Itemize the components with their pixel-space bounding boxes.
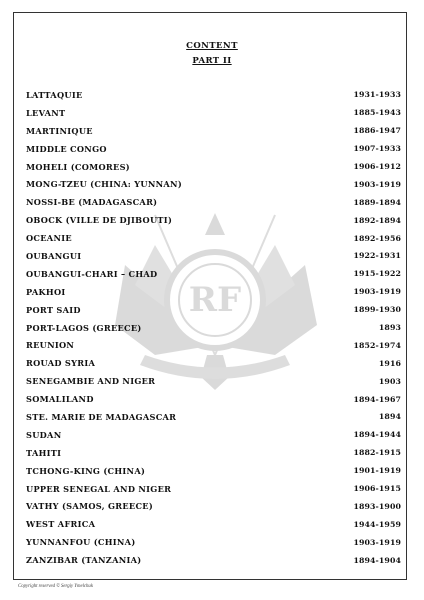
list-item: [26, 372, 401, 390]
entry-years: 1894-1944: [353, 430, 401, 440]
entry-years: 1922-1931: [353, 251, 401, 261]
entry-name: MARTINIQUE: [26, 125, 93, 136]
list-item: [26, 444, 401, 462]
entry-years: 1893: [378, 323, 401, 333]
list-item: [26, 336, 401, 354]
list-item: [26, 104, 401, 122]
list-item: [26, 265, 401, 283]
entry-name: SUDAN: [26, 429, 62, 440]
entry-years: 1886-1947: [353, 126, 401, 136]
entry-years: 1944-1959: [353, 519, 401, 529]
entry-years: 1894-1967: [353, 394, 401, 404]
entry-name: TAHITI: [26, 447, 62, 458]
list-item: [26, 551, 401, 569]
entry-name: SOMALILAND: [26, 394, 94, 405]
entry-years: 1907-1933: [353, 144, 401, 154]
entry-years: 1931-1933: [353, 90, 401, 100]
entry-name: MONG-TZEU (CHINA: YUNNAN): [26, 179, 182, 190]
entry-name: OUBANGUI: [26, 250, 82, 261]
entry-years: 1889-1894: [353, 197, 401, 207]
entry-name: WEST AFRICA: [26, 519, 96, 530]
entry-name: YUNNANFOU (CHINA): [26, 537, 136, 548]
entry-years: 1903-1919: [353, 537, 401, 547]
entry-years: 1903-1919: [353, 287, 401, 297]
entry-name: PAKHOI: [26, 286, 66, 297]
content-heading: CONTENT: [186, 41, 238, 51]
entry-years: 1892-1894: [353, 215, 401, 225]
entry-name: ZANZIBAR (TANZANIA): [26, 555, 142, 566]
list-item: [26, 319, 401, 337]
entry-years: 1903: [378, 376, 401, 386]
list-item: [26, 497, 401, 515]
list-item: [26, 122, 401, 140]
list-item: [26, 462, 401, 480]
entry-name: PORT SAID: [26, 304, 81, 315]
list-item: [26, 408, 401, 426]
entry-years: 1906-1912: [353, 162, 401, 171]
part-heading: PART II: [192, 56, 232, 66]
list-item: [26, 533, 401, 551]
list-item: [26, 140, 401, 158]
entry-years: 1852-1974: [353, 340, 401, 350]
list-item: [26, 354, 401, 372]
list-item: [26, 86, 401, 104]
entry-name: LEVANT: [26, 107, 66, 118]
entry-name: MOHELI (COMORES): [26, 161, 130, 172]
list-item: [26, 390, 401, 408]
entry-name: ROUAD SYRIA: [26, 358, 96, 369]
entry-years: 1915-1922: [353, 269, 401, 279]
entry-name: REUNION: [26, 340, 75, 351]
entry-name: OCEANIE: [26, 233, 72, 244]
list-item: [26, 158, 401, 176]
entry-years: 1899-1930: [353, 305, 401, 315]
entry-name: NOSSI-BE (MADAGASCAR): [26, 197, 158, 208]
entry-years: 1906-1915: [353, 484, 401, 494]
contents-list: [26, 86, 401, 569]
entry-years: 1885-1943: [353, 108, 401, 118]
entry-years: 1903-1919: [353, 179, 401, 189]
list-item: [26, 229, 401, 247]
entry-years: 1916: [378, 358, 401, 368]
list-item: [26, 426, 401, 444]
entry-name: VATHY (SAMOS, GREECE): [26, 501, 154, 512]
entry-name: LATTAQUIE: [26, 89, 83, 100]
list-item: [26, 175, 401, 193]
list-item: [26, 193, 401, 211]
entry-name: TCHONG-KING (CHINA): [26, 465, 146, 476]
list-item: [26, 211, 401, 229]
entry-name: OBOCK (VILLE DE DJIBOUTI): [26, 215, 173, 226]
list-item: [26, 283, 401, 301]
entry-name: MIDDLE CONGO: [26, 143, 107, 154]
entry-years: 1894: [378, 412, 401, 422]
entry-years: 1894-1904: [353, 555, 401, 565]
entry-name: OUBANGUI-CHARI – CHAD: [26, 268, 158, 279]
entry-name: PORT-LAGOS (GREECE): [26, 322, 142, 333]
entry-years: 1893-1900: [353, 501, 401, 511]
entry-years: 1882-1915: [353, 448, 401, 458]
list-item: [26, 301, 401, 319]
entry-name: UPPER SENEGAL AND NIGER: [26, 483, 172, 494]
entry-name: STE. MARIE DE MADAGASCAR: [26, 411, 177, 422]
entry-name: SENEGAMBIE AND NIGER: [26, 376, 156, 387]
list-item: [26, 515, 401, 533]
copyright-notice: Copyright reserved © Sergiy Ymelchuk: [18, 584, 93, 589]
list-item: [26, 247, 401, 265]
entry-years: 1901-1919: [353, 466, 401, 476]
entry-years: 1892-1956: [353, 233, 401, 243]
watermark-monogram: RF: [188, 280, 242, 320]
list-item: [26, 480, 401, 498]
